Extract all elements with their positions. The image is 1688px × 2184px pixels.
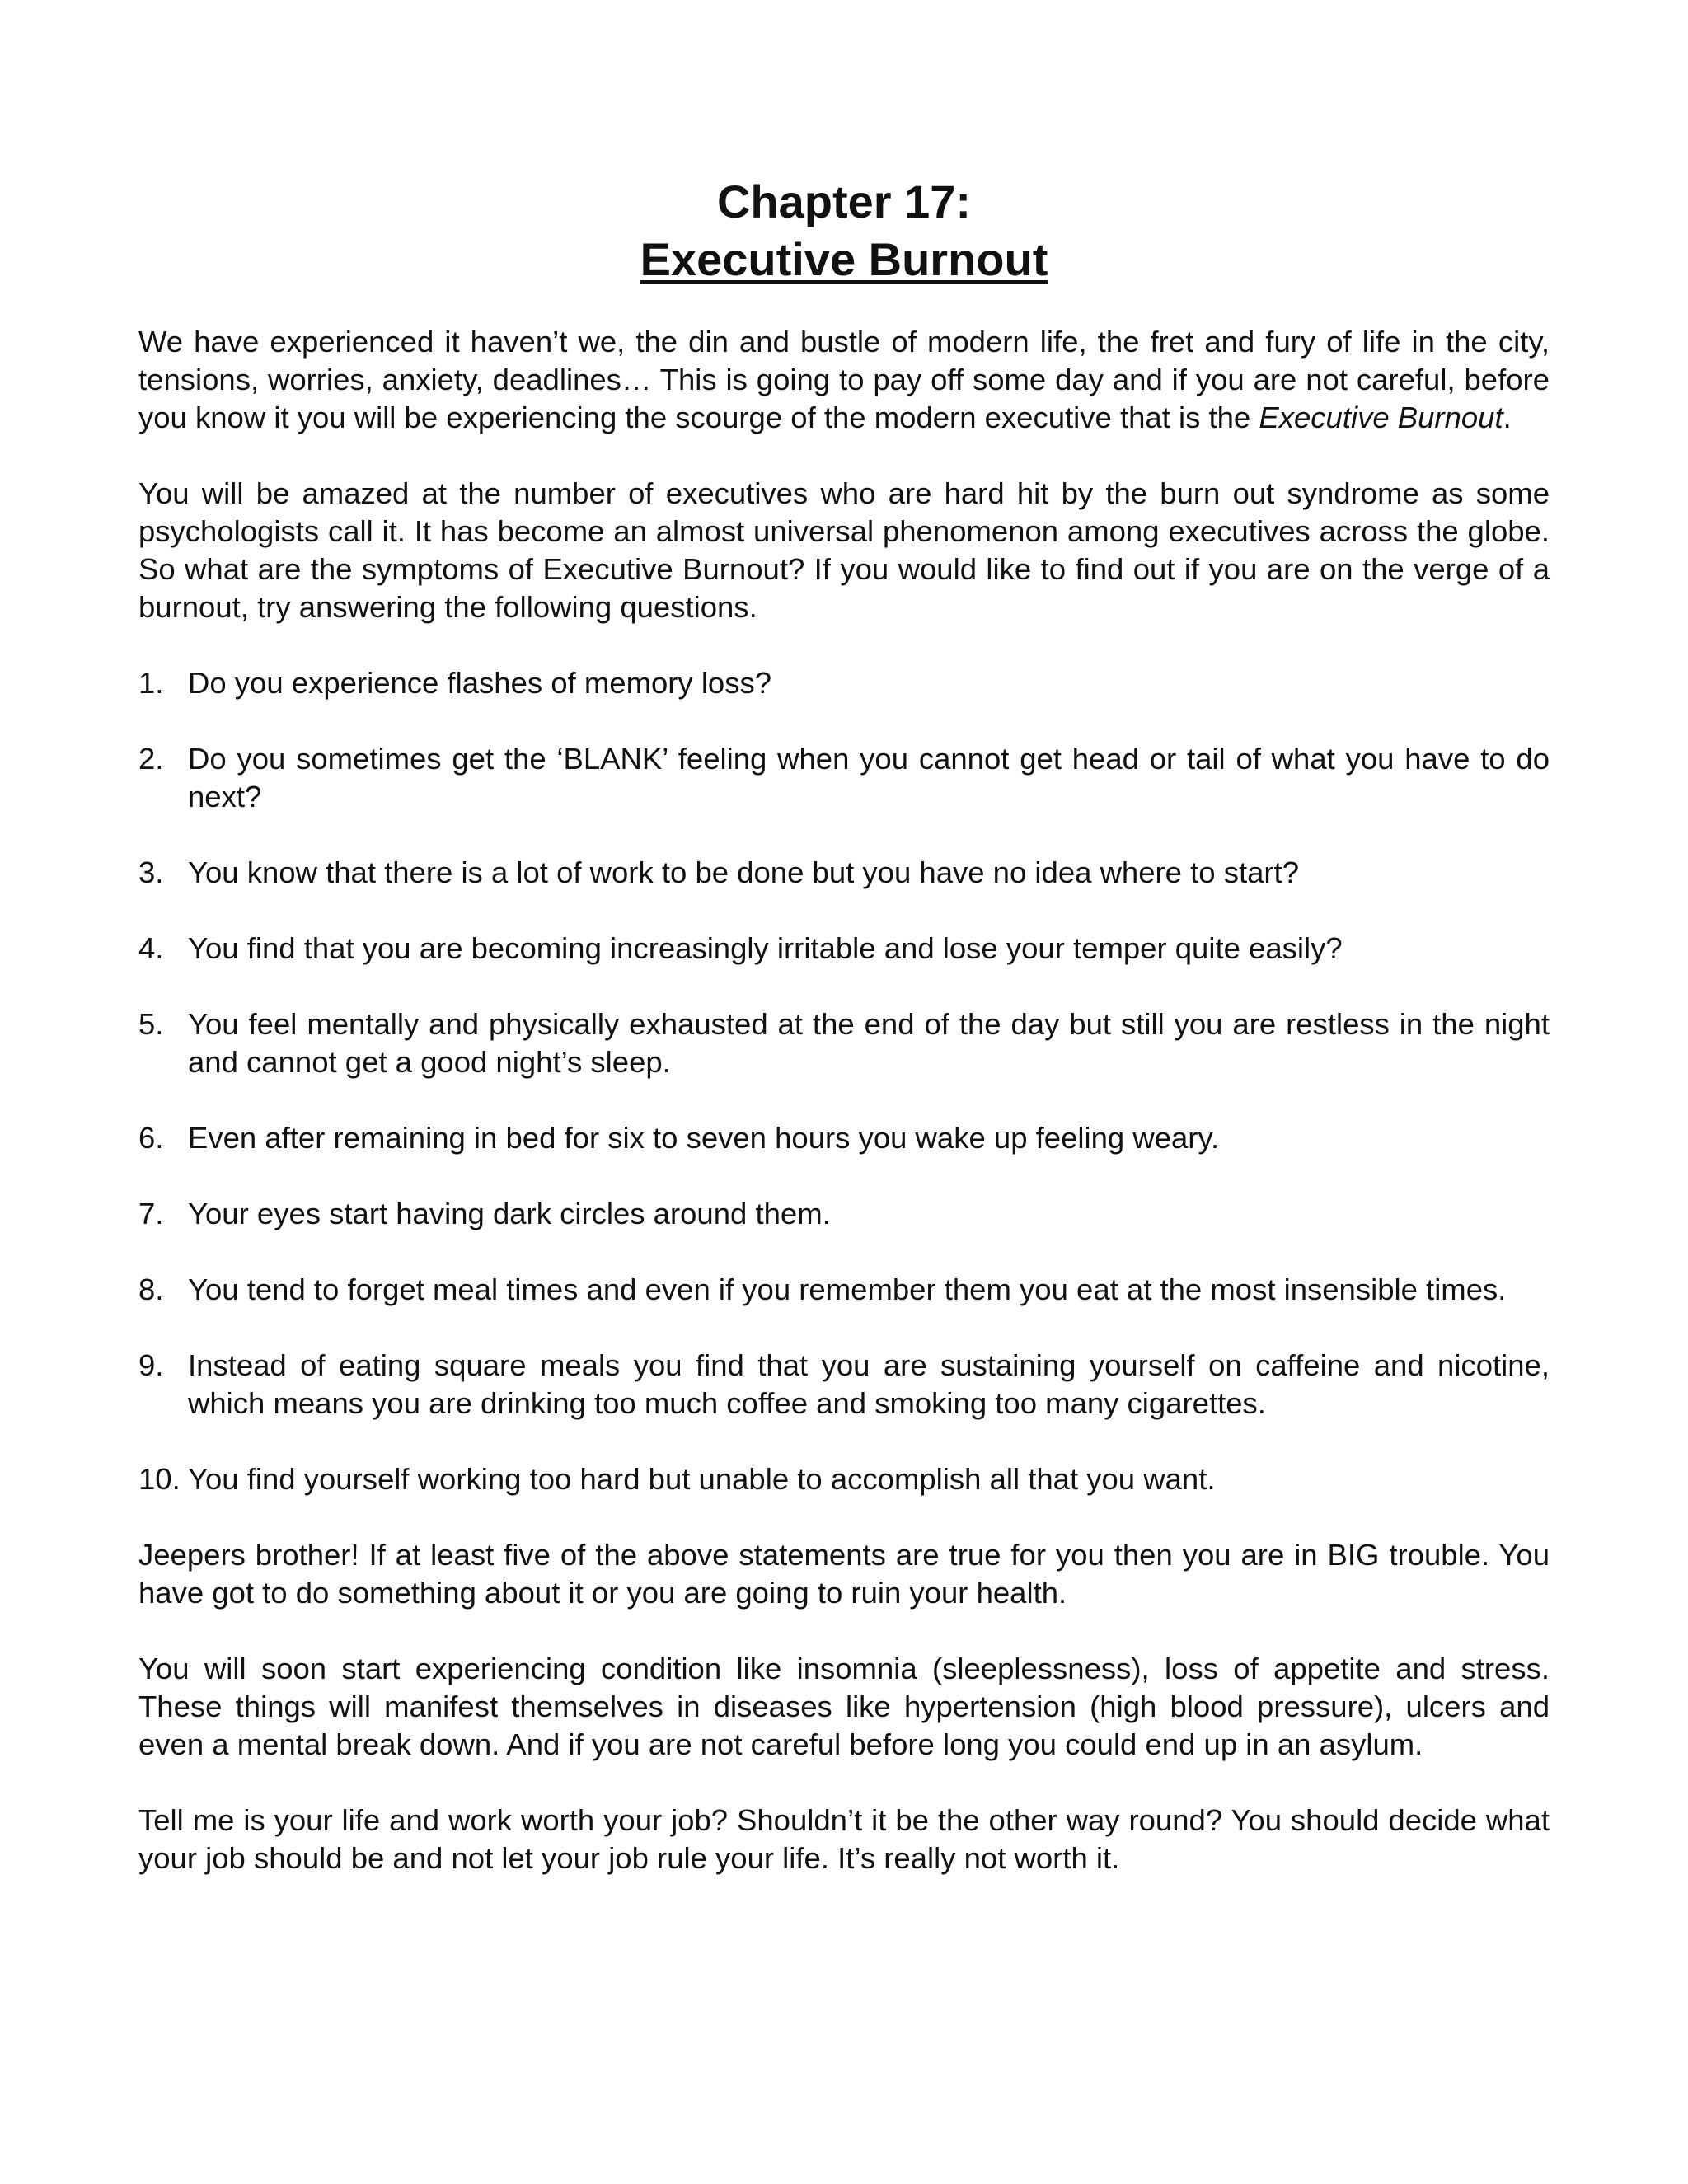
list-text: Do you sometimes get the ‘BLANK’ feeling when you cannot get head or tail of what you have to do next? bbox=[188, 742, 1550, 813]
symptoms-intro-paragraph: You will be amazed at the number of executives who are hard hit by the burn out syndrome as some psychologists call it. It has become an almost universal phenomenon among executives across the globe. So what are the symptoms of Executive Burnout? If you would like to find out if you are on the verge of a burnout, try answering the following questions. bbox=[138, 476, 1550, 624]
list-number: 2. bbox=[138, 742, 164, 776]
chapter-label: Chapter 17: bbox=[716, 176, 972, 227]
list-item bbox=[138, 664, 1550, 702]
chapter-title-text: Executive Burnout bbox=[640, 233, 1048, 285]
list-item bbox=[138, 1195, 1550, 1233]
list-number: 4. bbox=[138, 931, 164, 965]
warning-paragraph: Jeepers brother! If at least five of the above statements are true for you then you are in BIG trouble. You have got to do something about it or you are going to ruin your health. bbox=[138, 1538, 1550, 1610]
list-number: 6. bbox=[138, 1121, 164, 1155]
intro-emphasis: Executive Burnout bbox=[1259, 401, 1503, 434]
intro-end: . bbox=[1503, 401, 1512, 434]
list-number: 8. bbox=[138, 1272, 164, 1306]
list-text: You find yourself working too hard but unable to accomplish all that you want. bbox=[188, 1462, 1216, 1496]
list-item bbox=[138, 1271, 1550, 1309]
list-item bbox=[138, 1460, 1550, 1498]
list-number: 9. bbox=[138, 1348, 164, 1382]
list-item bbox=[138, 740, 1550, 816]
list-text: Instead of eating square meals you find that you are sustaining yourself on caffeine and nicotine, which means you are drinking too much coffee and smoking too many cigarettes. bbox=[188, 1348, 1550, 1420]
list-text: You feel mentally and physically exhausted at the end of the day but still you are restless in the night and cannot get a good night’s sleep. bbox=[188, 1007, 1550, 1079]
questions-list bbox=[138, 664, 1550, 1498]
list-text: You find that you are becoming increasingly irritable and lose your temper quite easily? bbox=[188, 931, 1343, 965]
list-text: You tend to forget meal times and even if you remember them you eat at the most insensible times. bbox=[188, 1272, 1507, 1306]
list-text: Do you experience flashes of memory loss? bbox=[188, 666, 772, 700]
closing-paragraph: Tell me is your life and work worth your job? Shouldn’t it be the other way round? You should decide what your job should be and not let your job rule your life. It’s really not worth it. bbox=[138, 1803, 1550, 1875]
intro-paragraph bbox=[138, 323, 1550, 437]
document-page bbox=[138, 173, 1550, 1915]
chapter-heading bbox=[138, 173, 1550, 288]
list-number: 1. bbox=[138, 666, 164, 700]
list-item bbox=[138, 854, 1550, 892]
list-number: 7. bbox=[138, 1197, 164, 1230]
list-item bbox=[138, 1347, 1550, 1422]
consequences-paragraph: You will soon start experiencing condition like insomnia (sleeplessness), loss of appetite and stress. These things will manifest themselves in diseases like hypertension (high blood pressure), ulcers and even a mental break down. And if you are not careful before long you could end up in an asylum. bbox=[138, 1652, 1550, 1761]
list-item bbox=[138, 1005, 1550, 1081]
list-text: Even after remaining in bed for six to seven hours you wake up feeling weary. bbox=[188, 1121, 1220, 1155]
chapter-title bbox=[138, 231, 1550, 288]
list-text: You know that there is a lot of work to be done but you have no idea where to start? bbox=[188, 855, 1299, 889]
list-number: 10. bbox=[138, 1462, 181, 1496]
list-item bbox=[138, 930, 1550, 968]
list-number: 5. bbox=[138, 1007, 164, 1041]
list-text: Your eyes start having dark circles around them. bbox=[188, 1197, 831, 1230]
list-number: 3. bbox=[138, 855, 164, 889]
list-item bbox=[138, 1119, 1550, 1157]
intro-text: We have experienced it haven’t we, the din and bustle of modern life, the fret and fury of life in the city, tensions, worries, anxiety, deadlines… This is going to pay off some day and if you are not careful, before you know it you will be experiencing the scourge of the modern executive that is the bbox=[138, 325, 1550, 434]
